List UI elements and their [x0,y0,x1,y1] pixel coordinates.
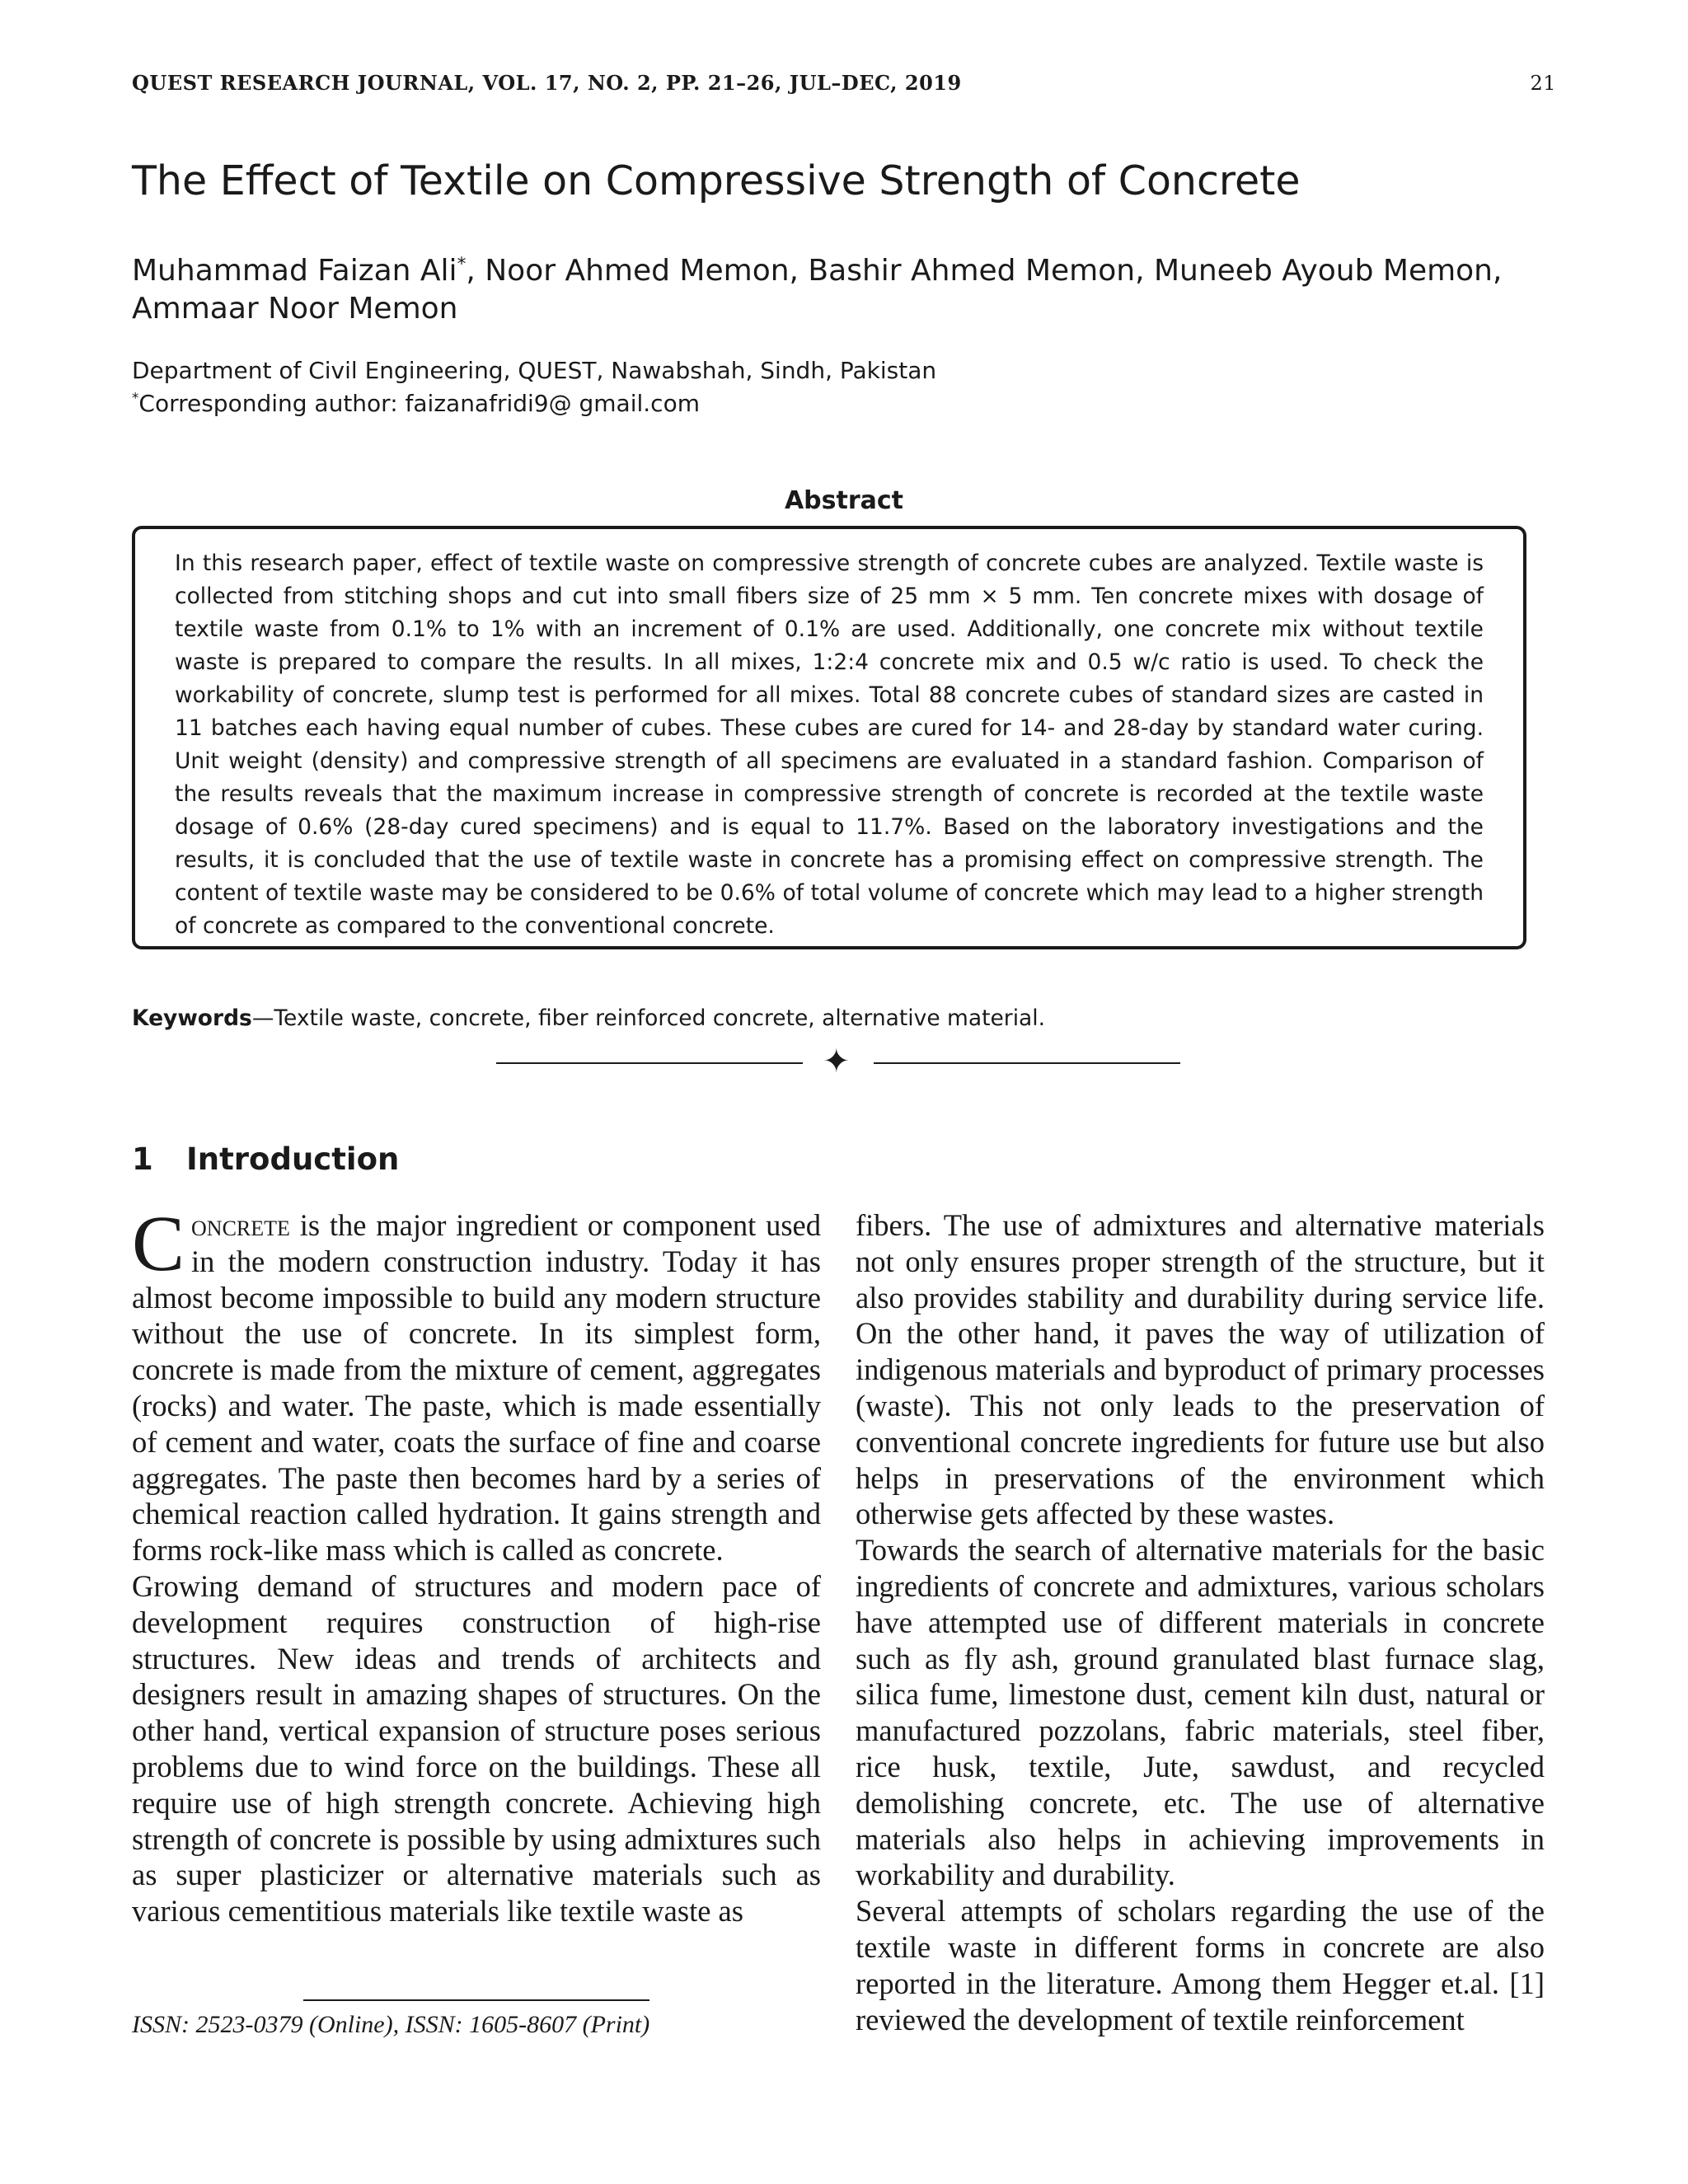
first-word: oncrete [191,1208,290,1242]
footer-rule [303,1999,649,2001]
section-title: Introduction [186,1141,400,1177]
author-list [132,252,1550,328]
paragraph-3: fibers. The use of admixtures and alternative materials not only ensures proper strength of the structure, but it also provides stability and durability during service life. On the other hand, it paves the way of utilization of indigenous materials and byproduct of primary processes (waste). This not only leads to the preservation of conventional concrete ingredients for future use but also helps in preservations of the environment which otherwise gets affected by these wastes. [856,1208,1545,1531]
footer-issn: ISSN: 2523-0379 (Online), ISSN: 1605-8607 (Print) [132,2011,650,2038]
keywords-text: —Textile waste, concrete, fiber reinforced concrete, alternative material. [251,1005,1046,1031]
body-column-left [132,1199,821,1929]
corresponding-mark: * [457,254,467,274]
running-header [132,71,1556,95]
corresponding-author-mark: * [132,389,139,406]
dropcap: C [132,1199,185,1287]
separator-rule-left [496,1062,803,1064]
other-authors: , Noor Ahmed Memon, Bashir Ahmed Memon, Muneeb Ayoub Memon, Ammaar Noor Memon [132,254,1503,326]
separator-rule-right [874,1062,1180,1064]
first-author: Muhammad Faizan Ali [132,254,457,288]
body-column-right [856,1207,1545,2037]
paragraph-2: Growing demand of structures and modern pace of development requires construction of high-rise structures. New ideas and trends of architects and designers result in amazing shapes of structures. On the other hand, vertical expansion of structure poses serious problems due to wind force on the buildings. These all require use of high strength concrete. Achieving high strength of concrete is possible by using admixtures such as super plasticizer or alternative materials such as various cementitious materials like textile waste as [132,1568,821,1929]
page-number: 21 [1530,72,1556,95]
paragraph-5: Several attempts of scholars regarding the use of the textile waste in different forms in concrete are also reported in the literature. Among them Hegger et.al. [1] reviewed the development of textile reinforcement [856,1894,1545,2036]
abstract-text: In this research paper, effect of textile waste on compressive strength of concrete cubes are analyzed. Textile waste is collected from stitching shops and cut into small fibers size of 25 mm × 5 mm. Ten concrete mixes with dosage of textile waste from 0.1% to 1% with an increment of 0.1% are used. Additionally, one concrete mix without textile waste is prepared to compare the results. In all mixes, 1:2:4 concrete mix and 0.5 w/c ratio is used. To check the workability of concrete, slump test is performed for all mixes. Total 88 concrete cubes of standard sizes are casted in 11 batches each having equal number of cubes. These cubes are cured for 14- and 28-day by standard water curing. Unit weight (density) and compressive strength of all specimens are evaluated in a standard fashion. Comparison of the results reveals that the maximum increase in compressive strength of concrete is recorded at the textile waste dosage of 0.6% (28-day cured specimens) and is equal to 11.7%. Based on the laboratory investigations and the results, it is concluded that the use of textile waste in concrete has a promising effect on compressive strength. The content of textile waste may be considered to be 0.6% of total volume of concrete which may lead to a higher strength of concrete as compared to the conventional concrete. [175,551,1484,939]
journal-name: QUEST RESEARCH JOURNAL, VOL. 17, NO. 2, PP. 21–26, JUL–DEC, 2019 [132,71,962,95]
section-number: 1 [132,1141,153,1177]
paragraph-4: Towards the search of alternative materials for the basic ingredients of concrete and admixtures, various scholars have attempted use of different materials in concrete such as fly ash, ground granulated blast furnace slag, silica fume, limestone dust, cement kiln dust, natural or manufactured pozzolans, fabric materials, steel fiber, rice husk, textile, Jute, sawdust, and recycled demolishing concrete, etc. The use of alternative materials also helps in achieving improvements in workability and durability. [856,1533,1545,1892]
affiliation-block [132,354,1550,420]
paper-title: The Effect of Textile on Compressive Strength of Concrete [132,157,1301,204]
paragraph-1-text: is the major ingredient or component used in the modern construction industry. Today it has almost become impossible to build any modern structure without the use of concrete. In its simplest form, concrete is made from the mixture of cement, aggregates (rocks) and water. The paste, which is made essentially of cement and water, coats the surface of fine and coarse aggregates. The paste then becomes hard by a series of chemical reaction called hydration. It gains strength and forms rock-like mass which is called as concrete. [132,1208,821,1568]
separator-star-icon: ✦ [823,1043,851,1080]
abstract-box [132,526,1526,949]
corresponding-author [132,387,1550,420]
keywords [132,1005,1550,1031]
keywords-label: Keywords [132,1005,252,1031]
section-heading [132,1141,399,1177]
department: Department of Civil Engineering, QUEST, Nawabshah, Sindh, Pakistan [132,357,937,384]
paragraph-1 [132,1199,821,1568]
abstract-heading: Abstract [784,486,904,515]
corresponding-author-text: Corresponding author: faizanafridi9@ gmail.com [138,390,700,417]
